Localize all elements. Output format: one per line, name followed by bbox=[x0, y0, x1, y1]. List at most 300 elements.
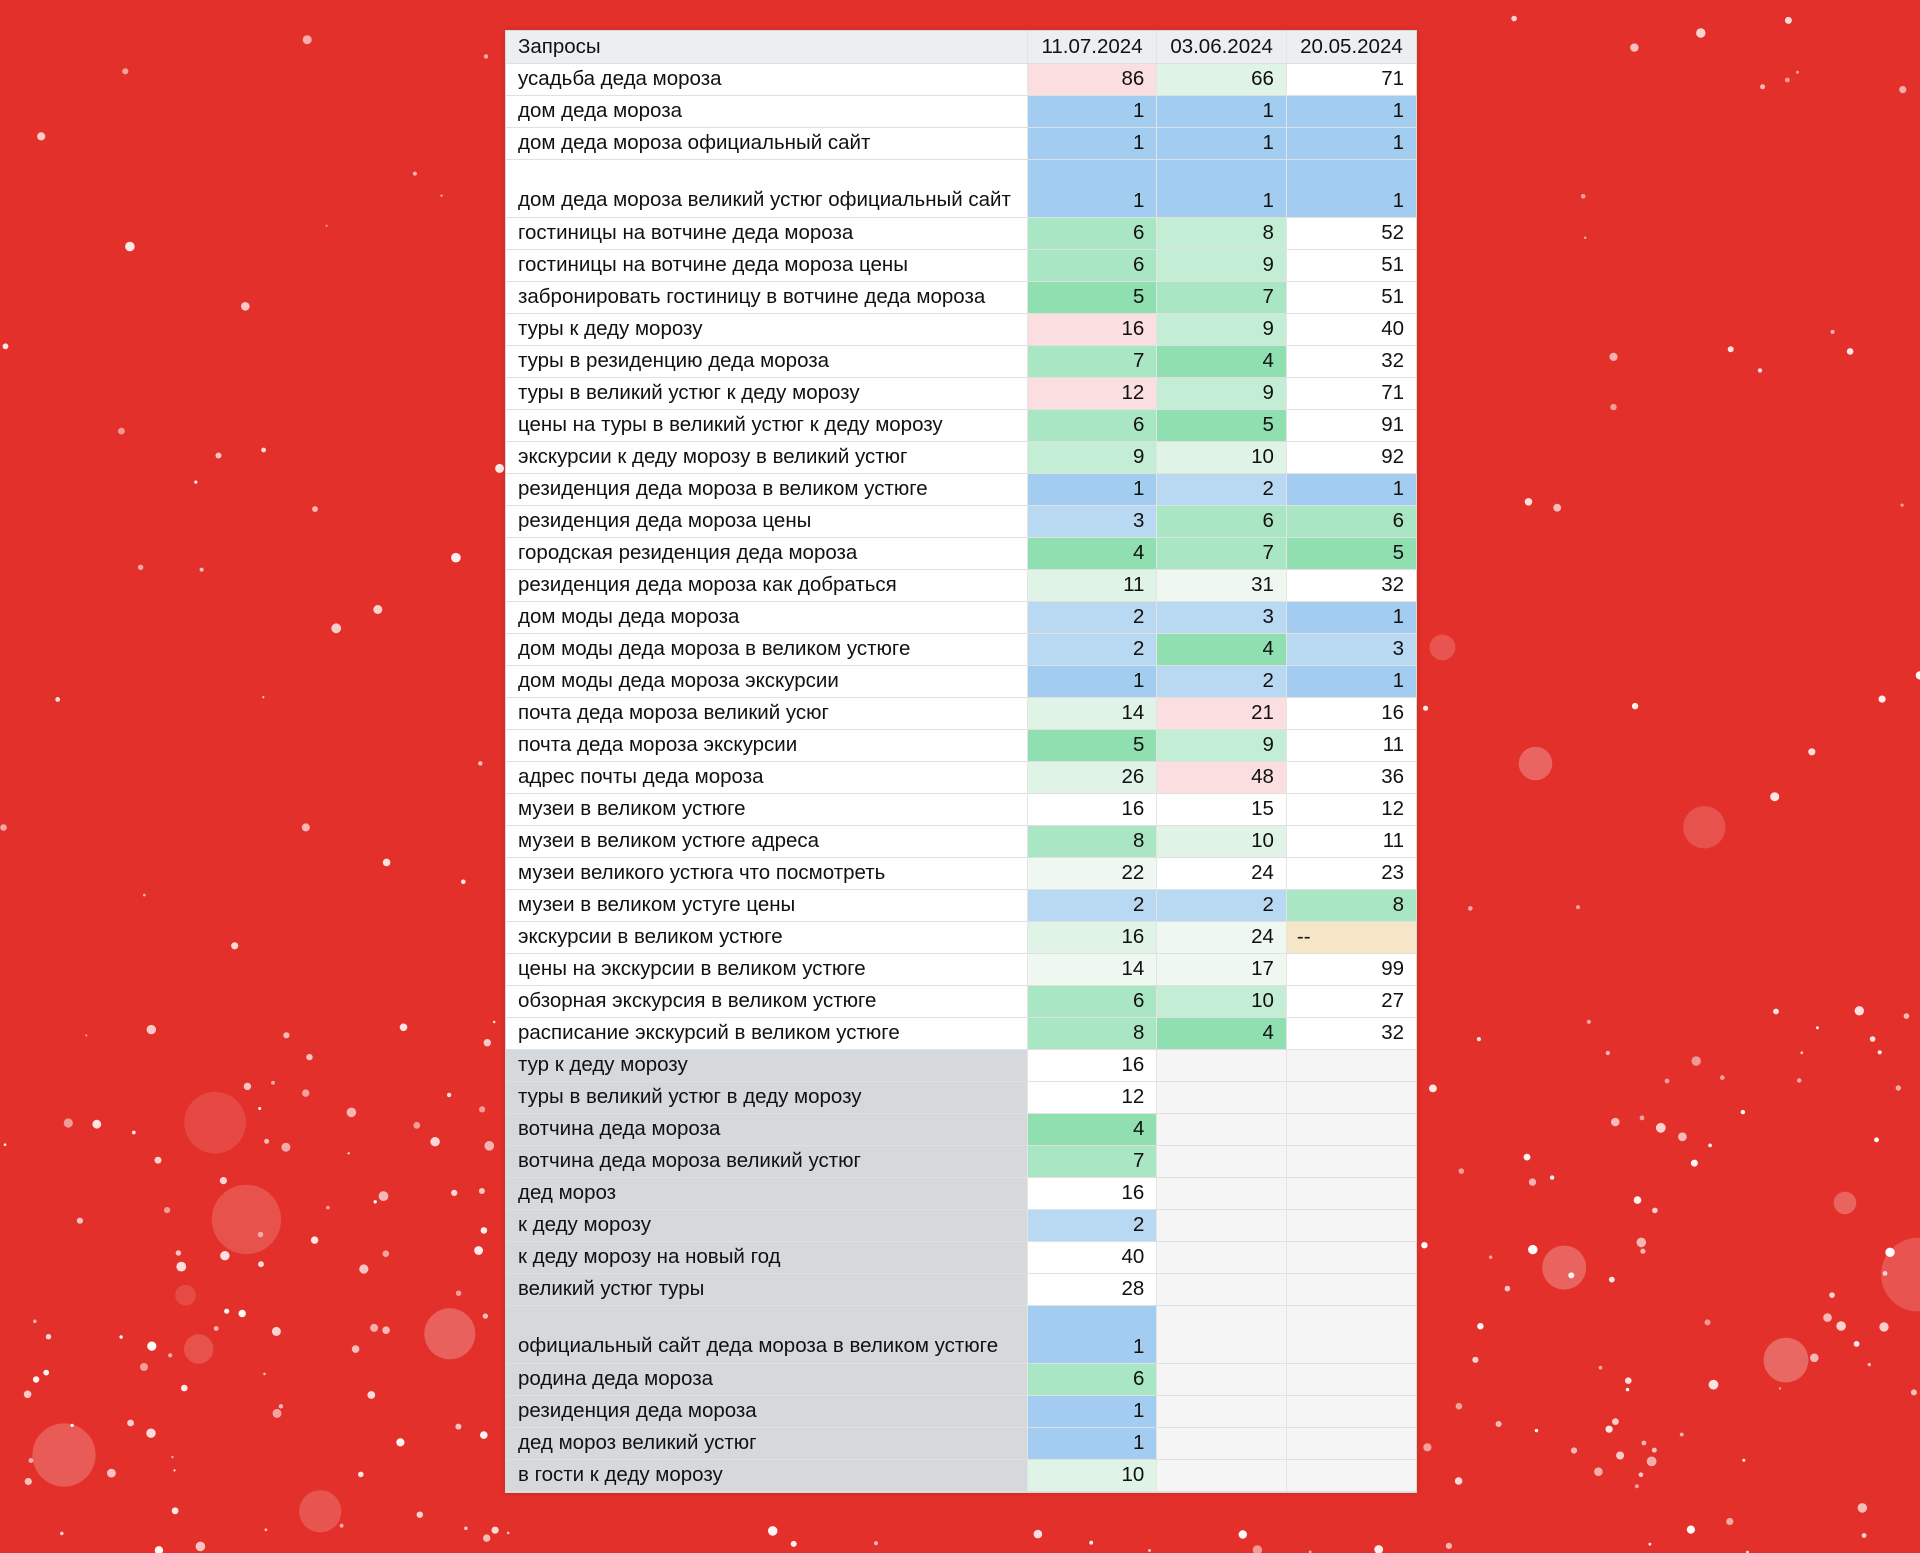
snowflake bbox=[138, 565, 143, 570]
snowflake bbox=[55, 697, 60, 702]
position-cell-3: 1 bbox=[1286, 95, 1416, 127]
snowflake bbox=[451, 553, 461, 563]
snowflake bbox=[382, 1326, 390, 1334]
snowflake bbox=[1584, 237, 1586, 239]
position-cell-3: 1 bbox=[1286, 665, 1416, 697]
position-cell-2: 1 bbox=[1157, 95, 1287, 127]
snowflake bbox=[1472, 1357, 1478, 1363]
position-cell-1: 16 bbox=[1027, 921, 1157, 953]
position-cell-2 bbox=[1157, 1049, 1287, 1081]
snowflake bbox=[302, 823, 310, 831]
position-cell-1: 4 bbox=[1027, 1113, 1157, 1145]
query-cell: дед мороз великий устюг bbox=[506, 1427, 1027, 1459]
snowflake bbox=[1587, 1020, 1591, 1024]
position-cell-1: 26 bbox=[1027, 761, 1157, 793]
snowflake bbox=[1459, 1168, 1465, 1174]
query-cell: в гости к деду морозу bbox=[506, 1459, 1027, 1491]
position-cell-3 bbox=[1286, 1049, 1416, 1081]
snowflake bbox=[1773, 1009, 1779, 1015]
snowflake bbox=[258, 1107, 261, 1110]
position-cell-1: 1 bbox=[1027, 159, 1157, 217]
snowflake bbox=[1764, 1338, 1809, 1383]
position-cell-3: 1 bbox=[1286, 601, 1416, 633]
query-cell: родина деда мороза bbox=[506, 1363, 1027, 1395]
snowflake bbox=[1652, 1448, 1657, 1453]
position-cell-3: 32 bbox=[1286, 1017, 1416, 1049]
snowflake bbox=[1374, 1545, 1383, 1553]
table-row bbox=[506, 665, 1416, 697]
snowflake bbox=[168, 1353, 172, 1357]
query-cell: экскурсии в великом устюге bbox=[506, 921, 1027, 953]
table-row bbox=[506, 377, 1416, 409]
position-cell-3: 71 bbox=[1286, 377, 1416, 409]
snowflake bbox=[261, 448, 266, 453]
position-cell-3 bbox=[1286, 1459, 1416, 1491]
snowflake bbox=[1542, 1246, 1586, 1290]
position-cell-2 bbox=[1157, 1363, 1287, 1395]
snowflake bbox=[181, 1385, 188, 1392]
query-cell: туры в великий устюг в деду морозу bbox=[506, 1081, 1027, 1113]
snowflake bbox=[455, 1424, 461, 1430]
position-cell-1: 6 bbox=[1027, 1363, 1157, 1395]
table-header-row bbox=[506, 31, 1416, 63]
position-cell-2: 8 bbox=[1157, 217, 1287, 249]
snowflake bbox=[1606, 1426, 1613, 1433]
snowflake bbox=[1692, 1056, 1701, 1065]
snowflake bbox=[1611, 1118, 1620, 1127]
snowflake bbox=[1796, 71, 1799, 74]
query-cell: к деду морозу на новый год bbox=[506, 1241, 1027, 1273]
snowflake bbox=[264, 1139, 269, 1144]
position-cell-2: 1 bbox=[1157, 159, 1287, 217]
snowflake bbox=[1797, 1078, 1801, 1082]
snowflake bbox=[1639, 1472, 1644, 1477]
snowflake bbox=[424, 1308, 475, 1359]
query-cell: музеи в великом устюге bbox=[506, 793, 1027, 825]
position-cell-1: 2 bbox=[1027, 889, 1157, 921]
position-cell-2: 48 bbox=[1157, 761, 1287, 793]
snowflake bbox=[373, 605, 382, 614]
snowflake bbox=[1519, 747, 1553, 781]
position-cell-1: 14 bbox=[1027, 697, 1157, 729]
snowflake bbox=[1626, 1388, 1629, 1391]
snowflake bbox=[400, 1024, 408, 1032]
snowflake bbox=[1785, 78, 1790, 83]
position-cell-2: 6 bbox=[1157, 505, 1287, 537]
snowflake bbox=[1683, 806, 1725, 848]
position-cell-2: 24 bbox=[1157, 857, 1287, 889]
table-row bbox=[506, 633, 1416, 665]
header-date-2: 03.06.2024 bbox=[1157, 31, 1287, 63]
snowflake bbox=[1901, 504, 1904, 507]
query-cell: почта деда мороза великий усюг bbox=[506, 697, 1027, 729]
snowflake bbox=[1808, 748, 1815, 755]
query-cell: дом моды деда мороза в великом устюге bbox=[506, 633, 1027, 665]
position-cell-1: 16 bbox=[1027, 1177, 1157, 1209]
query-cell: дом деда мороза bbox=[506, 95, 1027, 127]
snowflake bbox=[37, 132, 45, 140]
snowflake bbox=[1455, 1477, 1463, 1485]
table-row bbox=[506, 729, 1416, 761]
snowflake bbox=[352, 1345, 360, 1353]
snowflake bbox=[1642, 1441, 1647, 1446]
position-cell-2: 2 bbox=[1157, 473, 1287, 505]
snowflake bbox=[299, 1490, 341, 1532]
snowflake bbox=[383, 859, 391, 867]
snowflake bbox=[1640, 1116, 1645, 1121]
snowflake bbox=[25, 1478, 32, 1485]
snowflake bbox=[263, 1373, 266, 1376]
table-row bbox=[506, 1305, 1416, 1363]
snowflake bbox=[483, 1534, 490, 1541]
position-cell-3: 52 bbox=[1286, 217, 1416, 249]
query-cell: расписание экскурсий в великом устюге bbox=[506, 1017, 1027, 1049]
snowflake bbox=[306, 1054, 312, 1060]
snowflake bbox=[107, 1469, 116, 1478]
snowflake bbox=[1456, 1403, 1463, 1410]
snowflake bbox=[1720, 1075, 1725, 1080]
snowflake bbox=[140, 1363, 148, 1371]
position-cell-2: 1 bbox=[1157, 127, 1287, 159]
snowflake bbox=[359, 1264, 368, 1273]
table-row bbox=[506, 1363, 1416, 1395]
position-cell-1: 6 bbox=[1027, 217, 1157, 249]
snowflake bbox=[1634, 1196, 1642, 1204]
position-cell-2 bbox=[1157, 1145, 1287, 1177]
query-cell: великий устюг туры bbox=[506, 1273, 1027, 1305]
table-row bbox=[506, 1081, 1416, 1113]
snowflake bbox=[64, 1118, 73, 1127]
snowflake bbox=[273, 1409, 282, 1418]
snowflake bbox=[46, 1334, 51, 1339]
snowflake bbox=[1529, 1178, 1536, 1185]
snowflake bbox=[173, 1469, 175, 1471]
table-row bbox=[506, 921, 1416, 953]
query-cell: почта деда мороза экскурсии bbox=[506, 729, 1027, 761]
position-cell-2: 9 bbox=[1157, 377, 1287, 409]
position-cell-1: 1 bbox=[1027, 127, 1157, 159]
table-row bbox=[506, 159, 1416, 217]
position-cell-1: 2 bbox=[1027, 1209, 1157, 1241]
position-cell-1: 1 bbox=[1027, 95, 1157, 127]
position-cell-1: 12 bbox=[1027, 1081, 1157, 1113]
position-cell-1: 8 bbox=[1027, 825, 1157, 857]
snowflake bbox=[1911, 1389, 1917, 1395]
snowflake bbox=[464, 1527, 468, 1531]
position-cell-1: 8 bbox=[1027, 1017, 1157, 1049]
snowflake bbox=[417, 1512, 423, 1518]
snowflake bbox=[492, 1527, 499, 1534]
snowflake bbox=[430, 1137, 439, 1146]
position-cell-2: 2 bbox=[1157, 665, 1287, 697]
table-row bbox=[506, 473, 1416, 505]
snowflake bbox=[461, 880, 466, 885]
position-cell-2: 9 bbox=[1157, 313, 1287, 345]
snowflake bbox=[1874, 1137, 1879, 1142]
position-cell-3: 51 bbox=[1286, 281, 1416, 313]
table-row bbox=[506, 281, 1416, 313]
position-cell-1: 2 bbox=[1027, 601, 1157, 633]
snowflake bbox=[1696, 28, 1705, 37]
position-cell-2: 24 bbox=[1157, 921, 1287, 953]
position-cell-2: 10 bbox=[1157, 441, 1287, 473]
position-cell-3: -- bbox=[1286, 921, 1416, 953]
snowflake bbox=[495, 464, 504, 473]
snowflake bbox=[262, 696, 264, 698]
position-cell-1: 16 bbox=[1027, 313, 1157, 345]
position-cell-2 bbox=[1157, 1273, 1287, 1305]
position-cell-2: 9 bbox=[1157, 249, 1287, 281]
snowflake bbox=[1656, 1123, 1666, 1133]
snowflake bbox=[326, 225, 328, 227]
snowflake bbox=[1652, 1208, 1658, 1214]
position-cell-3: 5 bbox=[1286, 537, 1416, 569]
snowflake bbox=[451, 1190, 457, 1196]
table-row bbox=[506, 793, 1416, 825]
snowflake bbox=[265, 1528, 268, 1531]
table-row bbox=[506, 1241, 1416, 1273]
snowflake bbox=[0, 824, 7, 831]
position-cell-1: 9 bbox=[1027, 441, 1157, 473]
snowflake bbox=[146, 1429, 155, 1438]
table-row bbox=[506, 1049, 1416, 1081]
snowflake bbox=[281, 1143, 290, 1152]
position-cell-2 bbox=[1157, 1241, 1287, 1273]
position-cell-2: 3 bbox=[1157, 601, 1287, 633]
snowflake bbox=[33, 1376, 39, 1382]
snowflake bbox=[155, 1157, 162, 1164]
snowflake bbox=[3, 343, 9, 349]
position-cell-2: 17 bbox=[1157, 953, 1287, 985]
snowflake bbox=[874, 1541, 878, 1545]
position-cell-3: 6 bbox=[1286, 505, 1416, 537]
snowflake bbox=[239, 1310, 246, 1317]
snowflake bbox=[1687, 1526, 1695, 1534]
position-cell-3: 51 bbox=[1286, 249, 1416, 281]
position-cell-1: 16 bbox=[1027, 793, 1157, 825]
snowflake bbox=[413, 1122, 420, 1129]
table-row bbox=[506, 505, 1416, 537]
snowflake bbox=[118, 428, 125, 435]
snowflake bbox=[33, 1320, 37, 1324]
snowflake bbox=[244, 1083, 251, 1090]
snowflake bbox=[1635, 1484, 1639, 1488]
snowflake bbox=[1709, 1380, 1719, 1390]
snowflake bbox=[176, 1250, 181, 1255]
snowflake bbox=[231, 942, 238, 949]
query-cell: к деду морозу bbox=[506, 1209, 1027, 1241]
snowflake bbox=[279, 1404, 283, 1408]
snowflake bbox=[1477, 1323, 1483, 1329]
position-cell-2: 4 bbox=[1157, 345, 1287, 377]
position-cell-1: 6 bbox=[1027, 985, 1157, 1017]
snowflake bbox=[214, 1326, 219, 1331]
position-cell-3: 32 bbox=[1286, 345, 1416, 377]
table-row bbox=[506, 697, 1416, 729]
position-cell-1: 2 bbox=[1027, 633, 1157, 665]
query-cell: усадьба деда мороза bbox=[506, 63, 1027, 95]
snowflake bbox=[1496, 1421, 1502, 1427]
snowflake bbox=[1870, 1036, 1876, 1042]
snowflake bbox=[132, 1131, 136, 1135]
snowflake bbox=[340, 1524, 344, 1528]
snowflake bbox=[768, 1526, 778, 1536]
query-cell: цены на экскурсии в великом устюге bbox=[506, 953, 1027, 985]
table-row bbox=[506, 1017, 1416, 1049]
query-cell: гостиницы на вотчине деда мороза цены bbox=[506, 249, 1027, 281]
table-row bbox=[506, 345, 1416, 377]
snowflake bbox=[1446, 1543, 1452, 1549]
snowflake bbox=[1854, 1341, 1860, 1347]
snowflake bbox=[1708, 1144, 1712, 1148]
snowflake bbox=[92, 1120, 101, 1129]
snowflake bbox=[396, 1438, 404, 1446]
position-cell-3: 32 bbox=[1286, 569, 1416, 601]
query-cell: адрес почты деда мороза bbox=[506, 761, 1027, 793]
snowflake bbox=[272, 1327, 281, 1336]
position-cell-3: 8 bbox=[1286, 889, 1416, 921]
snowflake bbox=[1742, 1459, 1745, 1462]
snowflake bbox=[1468, 906, 1473, 911]
position-cell-2: 21 bbox=[1157, 697, 1287, 729]
table-row bbox=[506, 409, 1416, 441]
position-cell-1: 7 bbox=[1027, 1145, 1157, 1177]
snowflake bbox=[147, 1025, 156, 1034]
snowflake bbox=[1831, 330, 1835, 334]
snowflake bbox=[1553, 504, 1561, 512]
position-cell-2: 2 bbox=[1157, 889, 1287, 921]
position-cell-1: 1 bbox=[1027, 1395, 1157, 1427]
snowflake bbox=[1879, 696, 1886, 703]
snowflake bbox=[1665, 1079, 1670, 1084]
position-cell-1: 6 bbox=[1027, 249, 1157, 281]
snowflake bbox=[172, 1507, 179, 1514]
table-row bbox=[506, 441, 1416, 473]
position-cell-3 bbox=[1286, 1241, 1416, 1273]
query-cell: туры в великий устюг к деду морозу bbox=[506, 377, 1027, 409]
snowflake bbox=[791, 1541, 797, 1547]
query-cell: резиденция деда мороза bbox=[506, 1395, 1027, 1427]
snowflake bbox=[1705, 1319, 1711, 1325]
snowflake bbox=[331, 623, 341, 633]
position-cell-1: 28 bbox=[1027, 1273, 1157, 1305]
position-cell-2 bbox=[1157, 1459, 1287, 1491]
snowflake bbox=[484, 1039, 491, 1046]
snowflake bbox=[1612, 1418, 1619, 1425]
snowflake bbox=[1728, 346, 1734, 352]
snowflake bbox=[1879, 1322, 1888, 1331]
snowflake bbox=[374, 1200, 377, 1203]
snowflake bbox=[479, 1106, 485, 1112]
snowflake bbox=[1609, 1277, 1615, 1283]
position-cell-3 bbox=[1286, 1113, 1416, 1145]
snowflake bbox=[1726, 1518, 1733, 1525]
snowflake bbox=[1581, 194, 1586, 199]
position-cell-2: 31 bbox=[1157, 569, 1287, 601]
snowflake bbox=[1916, 671, 1920, 679]
table-row bbox=[506, 63, 1416, 95]
query-cell: туры в резиденцию деда мороза bbox=[506, 345, 1027, 377]
snowflake bbox=[348, 1152, 350, 1154]
snowflake bbox=[4, 1143, 7, 1146]
snowflake bbox=[413, 172, 417, 176]
snowflake bbox=[481, 1227, 488, 1234]
snowflake bbox=[1609, 353, 1617, 361]
position-cell-3: 1 bbox=[1286, 473, 1416, 505]
snowflake bbox=[1649, 1543, 1652, 1546]
position-cell-3: 12 bbox=[1286, 793, 1416, 825]
table-row bbox=[506, 1273, 1416, 1305]
snowflake bbox=[303, 35, 312, 44]
snowflake bbox=[29, 1458, 34, 1463]
table-row bbox=[506, 857, 1416, 889]
snowflake bbox=[379, 1191, 389, 1201]
position-cell-3: 11 bbox=[1286, 729, 1416, 761]
snowflake bbox=[171, 1456, 173, 1458]
position-cell-2 bbox=[1157, 1177, 1287, 1209]
table-row bbox=[506, 1145, 1416, 1177]
snowflake bbox=[1868, 1363, 1871, 1366]
snowflake bbox=[1239, 1530, 1247, 1538]
snowflake bbox=[1800, 1051, 1803, 1054]
snowflake bbox=[184, 1092, 246, 1154]
snowflake bbox=[1836, 1321, 1846, 1331]
snowflake bbox=[312, 506, 318, 512]
snowflake bbox=[456, 1291, 461, 1296]
position-cell-2: 4 bbox=[1157, 1017, 1287, 1049]
position-cell-3: 36 bbox=[1286, 761, 1416, 793]
snowflake bbox=[1899, 86, 1906, 93]
query-cell: экскурсии к деду морозу в великий устюг bbox=[506, 441, 1027, 473]
snowflake bbox=[1823, 1313, 1832, 1322]
snowflake bbox=[127, 1420, 134, 1427]
snowflake bbox=[347, 1108, 357, 1118]
position-cell-3 bbox=[1286, 1427, 1416, 1459]
query-cell: резиденция деда мороза как добраться bbox=[506, 569, 1027, 601]
snowflake bbox=[212, 1185, 281, 1254]
snowflake bbox=[155, 1546, 163, 1553]
table-row bbox=[506, 761, 1416, 793]
snowflake bbox=[302, 1089, 309, 1096]
position-cell-1: 14 bbox=[1027, 953, 1157, 985]
snowflake bbox=[1816, 1026, 1819, 1029]
query-cell: туры к деду морозу bbox=[506, 313, 1027, 345]
position-cell-1: 12 bbox=[1027, 377, 1157, 409]
query-cell: резиденция деда мороза цены bbox=[506, 505, 1027, 537]
snowflake bbox=[1878, 1050, 1882, 1054]
snowflake bbox=[479, 1188, 485, 1194]
snowflake bbox=[1625, 1377, 1632, 1384]
snowflake bbox=[484, 54, 488, 58]
query-cell: резиденция деда мороза в великом устюге bbox=[506, 473, 1027, 505]
table-row bbox=[506, 249, 1416, 281]
table-row bbox=[506, 953, 1416, 985]
snowflake bbox=[32, 1423, 95, 1486]
query-cell: дом моды деда мороза экскурсии bbox=[506, 665, 1027, 697]
position-cell-1: 22 bbox=[1027, 857, 1157, 889]
snowflake bbox=[507, 1532, 510, 1535]
query-cell: тур к деду морозу bbox=[506, 1049, 1027, 1081]
snowflake bbox=[1429, 1085, 1437, 1093]
position-cell-2 bbox=[1157, 1209, 1287, 1241]
query-cell: цены на туры в великий устюг к деду морозу bbox=[506, 409, 1027, 441]
snowflake bbox=[60, 1532, 64, 1536]
position-cell-1: 4 bbox=[1027, 537, 1157, 569]
snowflake bbox=[1896, 1085, 1901, 1090]
table-row bbox=[506, 1113, 1416, 1145]
query-cell: дед мороз bbox=[506, 1177, 1027, 1209]
position-cell-3 bbox=[1286, 1081, 1416, 1113]
